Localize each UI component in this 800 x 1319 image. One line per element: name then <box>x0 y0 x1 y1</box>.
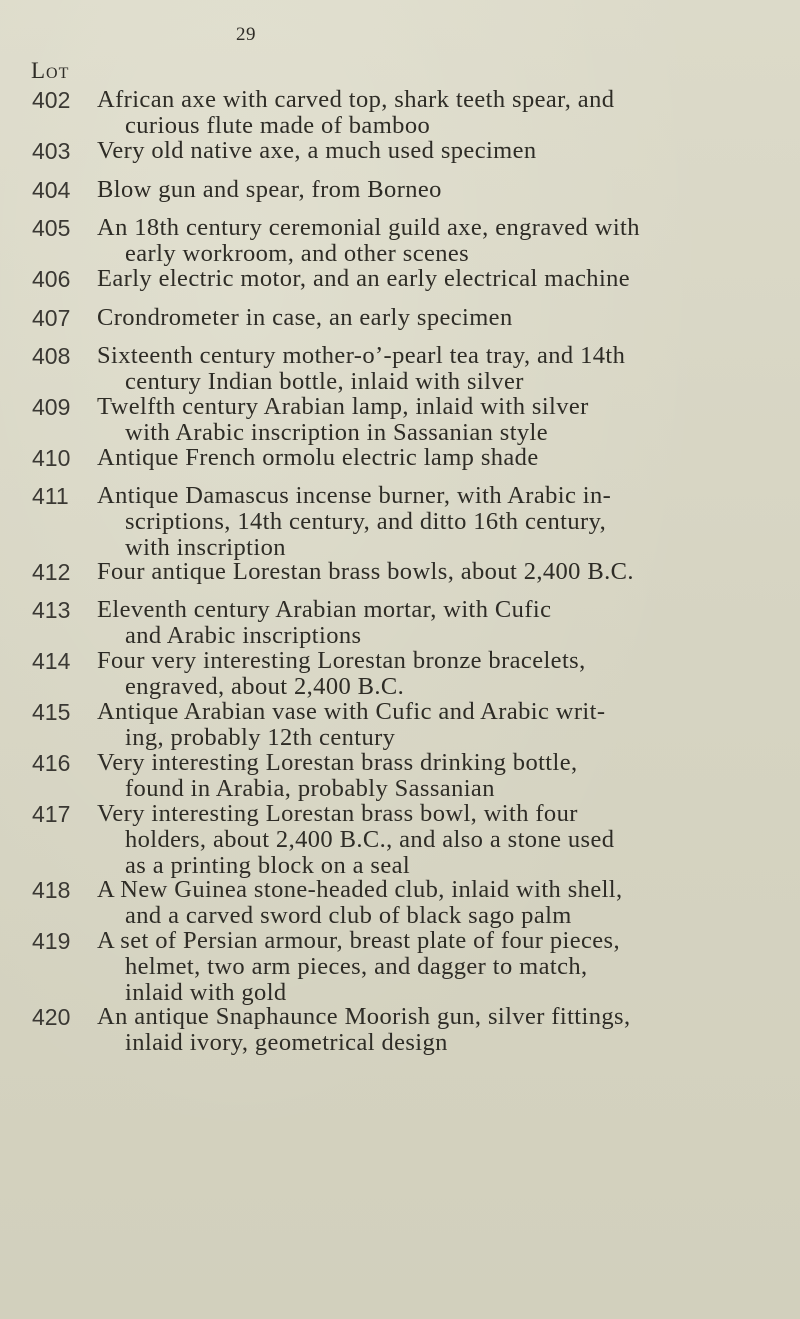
lot-description-line: An antique Snaphaunce Moorish gun, silver fittings, <box>97 1003 631 1030</box>
lot-description-line: inlaid ivory, geometrical design <box>125 1029 448 1056</box>
lot-description <box>97 598 773 650</box>
lot-number: 420 <box>32 1004 71 1030</box>
lot-description-line: Four antique Lorestan brass bowls, about 2,400 B.C. <box>97 558 634 585</box>
lot-description <box>97 649 773 701</box>
lot-description-line: Very interesting Lorestan brass bowl, with four <box>97 800 578 827</box>
lot-description-line: ing, probably 12th century <box>125 724 396 751</box>
lot-description-line: Antique French ormolu electric lamp shade <box>97 444 539 471</box>
lot-description <box>97 267 773 293</box>
lot-description-line: Antique Arabian vase with Cufic and Arabic writ- <box>97 698 606 725</box>
lot-description <box>97 344 773 396</box>
lot-description-line: An 18th century ceremonial guild axe, engraved with <box>97 214 640 241</box>
lot-number: 414 <box>32 648 71 674</box>
lot-description <box>97 395 773 447</box>
lot-description-line: Antique Damascus incense burner, with Arabic in- <box>97 482 612 509</box>
lot-description <box>97 178 773 204</box>
lot-description-line: Twelfth century Arabian lamp, inlaid with silver <box>97 393 589 420</box>
lot-number: 404 <box>32 177 71 203</box>
lot-number: 412 <box>32 559 71 585</box>
lot-column-header: Lot <box>31 58 70 83</box>
lot-description-line: Very interesting Lorestan brass drinking bottle, <box>97 749 578 776</box>
lot-description-line: Early electric motor, and an early electrical machine <box>97 265 631 292</box>
lot-description <box>97 1005 773 1057</box>
page-number: 29 <box>236 24 256 45</box>
lot-number: 416 <box>32 750 71 776</box>
lot-number: 403 <box>32 138 71 164</box>
lot-number: 418 <box>32 877 71 903</box>
lot-description <box>97 88 773 140</box>
lot-description-line: A set of Persian armour, breast plate of four pieces, <box>97 927 620 954</box>
lot-description-line: scriptions, 14th century, and ditto 16th century, <box>125 508 607 535</box>
lot-description <box>97 802 773 880</box>
lot-description-line: Crondrometer in case, an early specimen <box>97 304 513 331</box>
lot-description <box>97 751 773 803</box>
lot-number: 415 <box>32 699 71 725</box>
lot-description <box>97 929 773 1007</box>
lot-number: 402 <box>32 87 71 113</box>
lot-description-line: inlaid with gold <box>125 979 287 1006</box>
lot-description-line: with Arabic inscription in Sassanian style <box>125 419 549 446</box>
lot-number: 407 <box>32 305 71 331</box>
lot-description-line: found in Arabia, probably Sassanian <box>125 775 495 802</box>
lot-number: 406 <box>32 266 71 292</box>
lot-description-line: century Indian bottle, inlaid with silver <box>125 368 524 395</box>
lot-description <box>97 216 773 268</box>
lot-number: 405 <box>32 215 71 241</box>
lot-description-line: holders, about 2,400 B.C., and also a stone used <box>125 826 615 853</box>
lot-description-line: Four very interesting Lorestan bronze bracelets, <box>97 647 586 674</box>
lot-number: 419 <box>32 928 71 954</box>
lot-number: 409 <box>32 394 71 420</box>
lot-description-line: and a carved sword club of black sago palm <box>125 902 572 929</box>
lot-description-line: curious flute made of bamboo <box>125 112 431 139</box>
lot-description <box>97 484 773 562</box>
lot-description-line: helmet, two arm pieces, and dagger to match, <box>125 953 588 980</box>
lot-number: 410 <box>32 445 71 471</box>
lot-description <box>97 700 773 752</box>
lot-description-line: African axe with carved top, shark teeth spear, and <box>97 86 615 113</box>
lot-description-line: Sixteenth century mother-o’-pearl tea tray, and 14th <box>97 342 626 369</box>
lot-description-line: Very old native axe, a much used specimen <box>97 137 537 164</box>
lot-description <box>97 446 773 472</box>
lot-description-line: Eleventh century Arabian mortar, with Cufic <box>97 596 552 623</box>
lot-description-line: Blow gun and spear, from Borneo <box>97 176 442 203</box>
lot-number: 411 <box>32 483 69 509</box>
lot-number: 417 <box>32 801 71 827</box>
lot-number: 413 <box>32 597 71 623</box>
lot-description-line: with inscription <box>125 534 286 561</box>
lot-description-line: and Arabic inscriptions <box>125 622 362 649</box>
lot-description <box>97 560 773 586</box>
lot-description <box>97 878 773 930</box>
lot-description-line: A New Guinea stone-headed club, inlaid with shell, <box>97 876 623 903</box>
lot-description <box>97 306 773 332</box>
lot-description <box>97 139 773 165</box>
lot-description-line: early workroom, and other scenes <box>125 240 470 267</box>
lot-number: 408 <box>32 343 71 369</box>
lot-description-line: engraved, about 2,400 B.C. <box>125 673 405 700</box>
lot-description-line: as a printing block on a seal <box>125 852 411 879</box>
